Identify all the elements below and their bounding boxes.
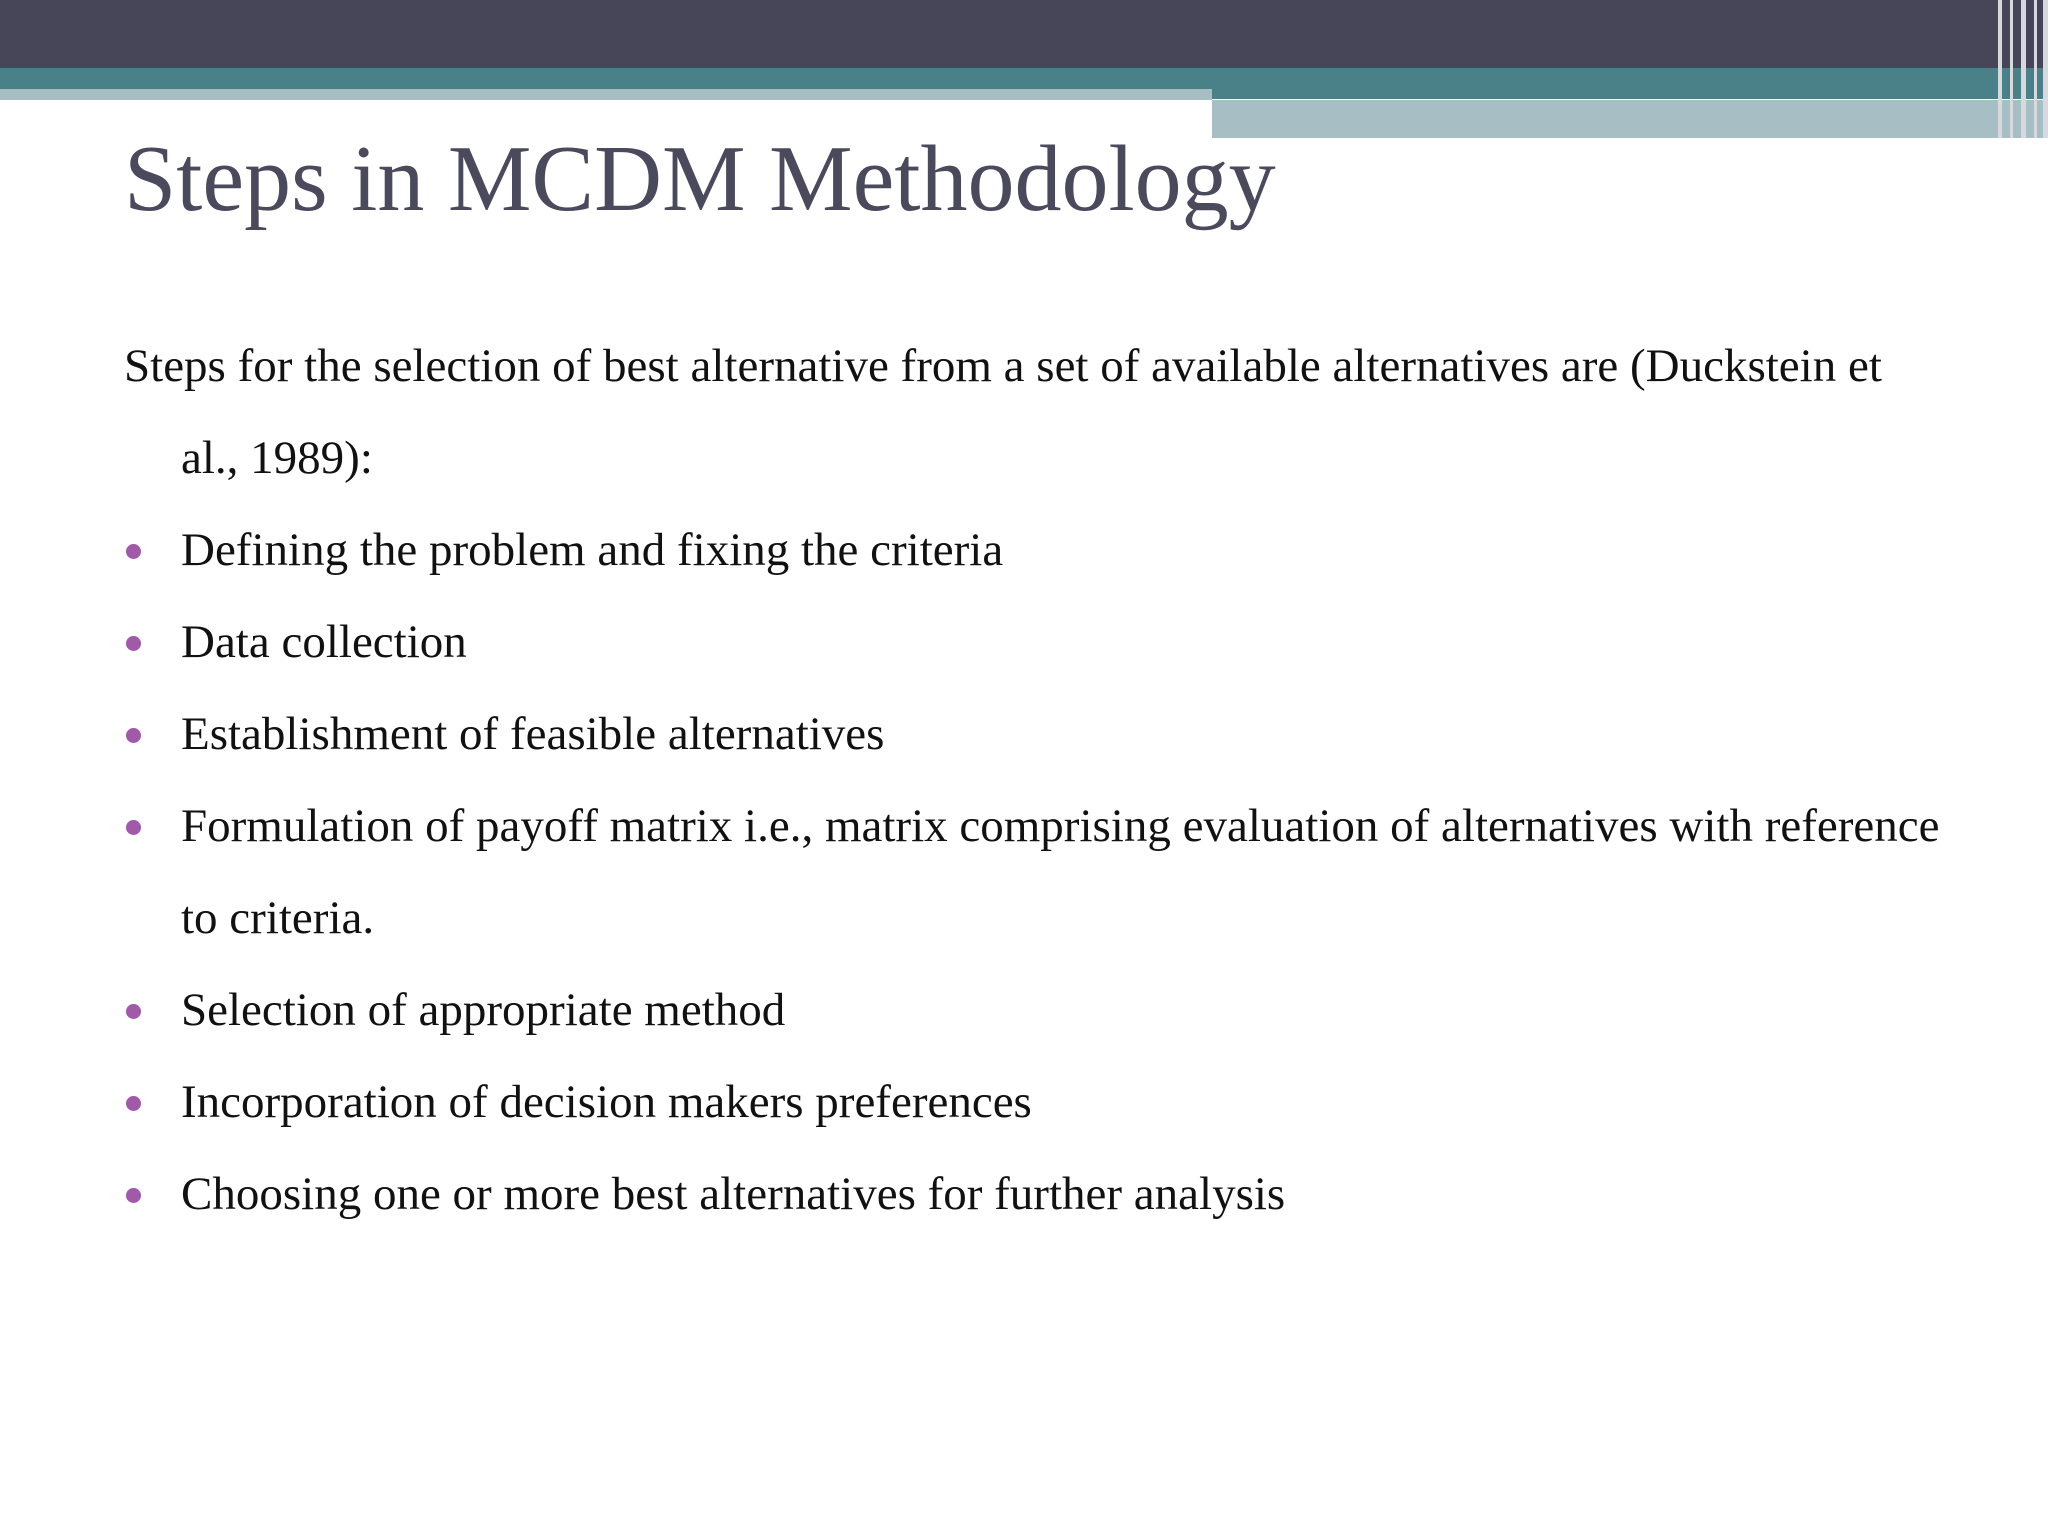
bullet-item	[124, 596, 1944, 688]
bullet-item	[124, 1056, 1944, 1148]
bullet-text: Data collection	[181, 616, 467, 668]
slide-title: Steps in MCDM Methodology	[124, 127, 1276, 231]
bullet-text: Incorporation of decision makers preferences	[181, 1076, 1032, 1128]
header-band-light-left	[0, 89, 1212, 100]
bullet-dot-icon	[126, 1004, 141, 1019]
bullet-list	[124, 504, 1944, 1240]
bullet-dot-icon	[126, 544, 141, 559]
bullet-dot-icon	[126, 636, 141, 651]
bullet-text: Defining the problem and fixing the criteria	[181, 524, 1004, 576]
slide-body	[124, 320, 1944, 1240]
bullet-text: Formulation of payoff matrix i.e., matrix comprising evaluation of alternatives with reference to criteria.	[181, 800, 1940, 944]
bullet-item	[124, 688, 1944, 780]
bullet-item	[124, 964, 1944, 1056]
bullet-dot-icon	[126, 728, 141, 743]
intro-text: Steps for the selection of best alternative from a set of available alternatives are (Duckstein et al., 1989):	[124, 340, 1882, 484]
bullet-text: Choosing one or more best alternatives for further analysis	[181, 1168, 1286, 1220]
bullet-item	[124, 504, 1944, 596]
header-band-dark	[0, 0, 2048, 68]
decorative-stripes	[1990, 0, 2048, 138]
bullet-dot-icon	[126, 820, 141, 835]
bullet-text: Selection of appropriate method	[181, 984, 786, 1036]
bullet-dot-icon	[126, 1188, 141, 1203]
header-band-light-right	[1212, 100, 2048, 138]
bullet-text: Establishment of feasible alternatives	[181, 708, 885, 760]
bullet-item	[124, 780, 1944, 964]
bullet-dot-icon	[126, 1096, 141, 1111]
bullet-item	[124, 1148, 1944, 1240]
